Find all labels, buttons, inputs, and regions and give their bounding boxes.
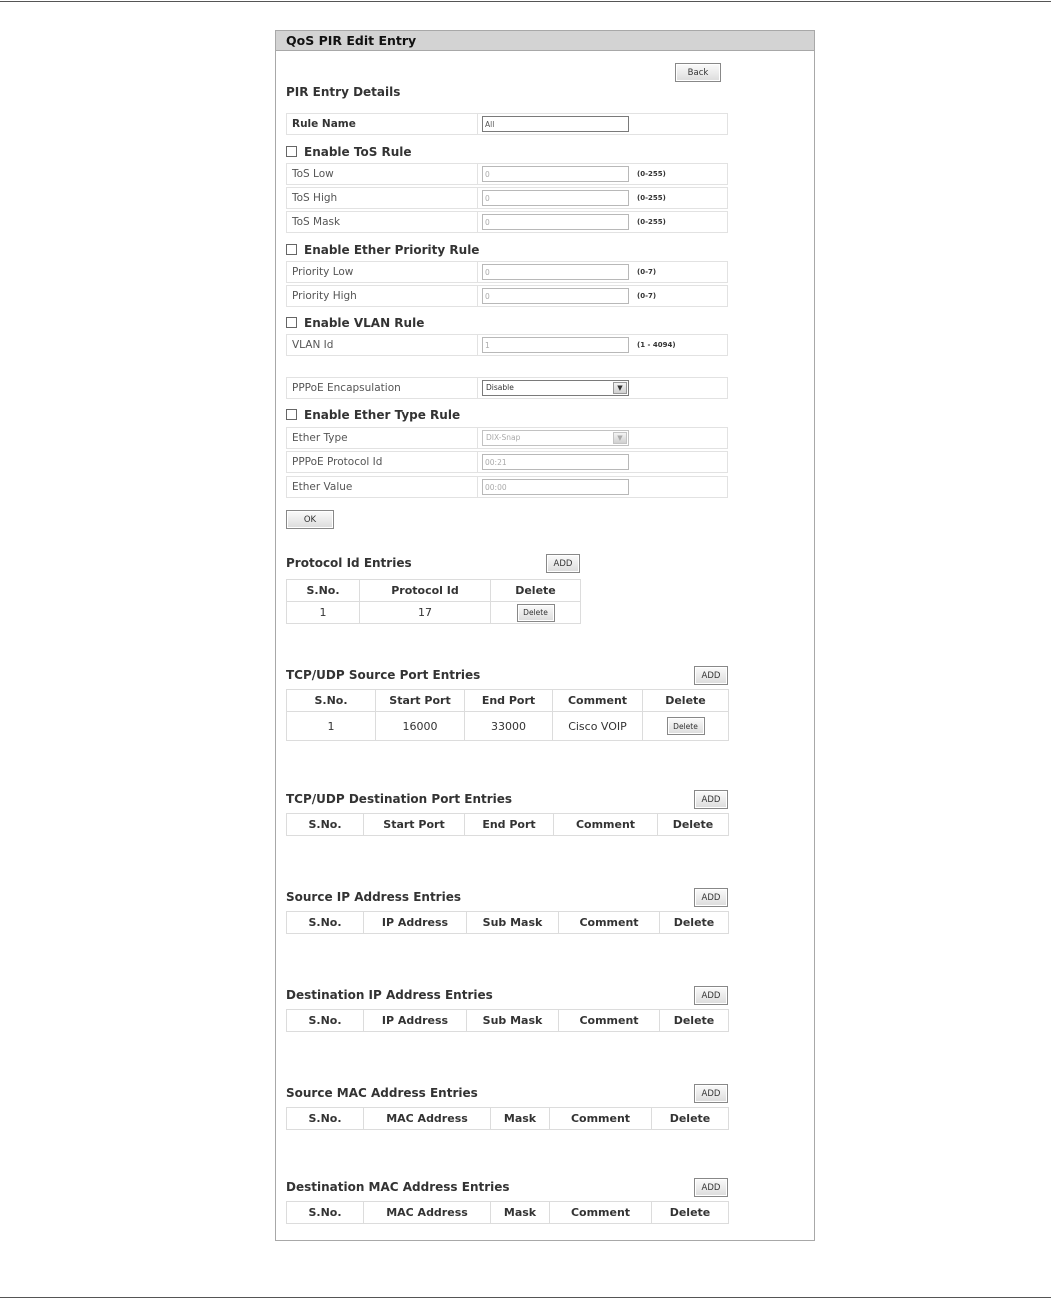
column-header: Sub Mask [467,912,559,934]
priority-low-row [286,261,728,283]
column-header: IP Address [364,912,467,934]
src-port-entries-heading: TCP/UDP Source Port Entries [286,668,481,682]
table-cell: Cisco VOIP [553,712,643,741]
column-header: Delete [658,814,729,836]
table-row [287,602,581,624]
column-header: Comment [554,814,658,836]
tos-mask-row [286,211,728,233]
table-cell: 1 [287,712,376,741]
vlan-id-range: (1 - 4094) [637,341,676,349]
priority-low-input[interactable] [482,264,629,280]
priority-high-label: Priority High [292,290,357,302]
add-protocol-id-button[interactable]: ADD [546,554,580,573]
ether-value-input[interactable] [482,479,629,495]
dst-port-entries-heading: TCP/UDP Destination Port Entries [286,792,513,806]
enable-ether-type-label: Enable Ether Type Rule [304,408,461,422]
src-ip-entries-heading: Source IP Address Entries [286,890,461,904]
tos-mask-label: ToS Mask [292,216,341,228]
column-header: Mask [491,1202,550,1224]
ether-type-row [286,427,728,449]
checkbox-icon[interactable] [286,146,297,157]
bottom-rule [0,1297,1051,1298]
add-src-ip-button[interactable]: ADD [694,888,728,907]
column-header: End Port [465,814,554,836]
table-cell [643,712,729,741]
column-header: Start Port [376,690,465,712]
column-header: S.No. [287,1108,364,1130]
enable-tos-rule-checkbox[interactable] [286,145,412,159]
src-mac-entries-heading: Source MAC Address Entries [286,1086,478,1100]
dst-mac-entries-heading: Destination MAC Address Entries [286,1180,510,1194]
pppoe-protocol-id-label: PPPoE Protocol Id [292,456,383,468]
table-header-row [287,690,729,712]
tos-low-range: (0-255) [637,170,666,178]
chevron-down-icon[interactable]: ▼ [613,432,627,444]
pppoe-encapsulation-label: PPPoE Encapsulation [292,382,401,394]
dst-mac-table [286,1201,729,1224]
enable-ether-type-checkbox[interactable] [286,408,460,422]
tos-high-range: (0-255) [637,194,666,202]
checkbox-icon[interactable] [286,409,297,420]
column-header: S.No. [287,814,364,836]
table-header-row [287,912,729,934]
priority-high-input[interactable] [482,288,629,304]
enable-vlan-rule-checkbox[interactable] [286,316,424,330]
vlan-id-input[interactable] [482,337,629,353]
top-rule [0,1,1051,2]
add-dst-port-button[interactable]: ADD [694,790,728,809]
tos-high-row [286,187,728,209]
column-header: Protocol Id [360,580,491,602]
tos-high-label: ToS High [292,192,338,204]
column-header: S.No. [287,1010,364,1032]
delete-src-port-button[interactable]: Delete [667,717,705,735]
tos-high-input[interactable] [482,190,629,206]
column-header: S.No. [287,690,376,712]
delete-protocol-id-button[interactable]: Delete [517,604,555,622]
table-header-row [287,814,729,836]
priority-high-range: (0-7) [637,292,657,300]
column-header: Mask [491,1108,550,1130]
dst-ip-entries-heading: Destination IP Address Entries [286,988,493,1002]
window-title: QoS PIR Edit Entry [276,31,814,51]
add-src-mac-button[interactable]: ADD [694,1084,728,1103]
enable-tos-rule-label: Enable ToS Rule [304,145,412,159]
checkbox-icon[interactable] [286,317,297,328]
column-header: Comment [550,1108,652,1130]
column-header: Delete [652,1108,729,1130]
column-header: IP Address [364,1010,467,1032]
column-header: End Port [465,690,553,712]
column-header: Delete [643,690,729,712]
vlan-id-label: VLAN Id [292,339,334,351]
ok-button[interactable]: OK [286,510,334,529]
pppoe-encapsulation-select[interactable] [482,380,629,396]
table-header-row [287,1108,729,1130]
protocol-id-entries-heading: Protocol Id Entries [286,556,412,570]
enable-ether-priority-label: Enable Ether Priority Rule [304,243,480,257]
pppoe-encapsulation-value: Disable [486,383,514,392]
src-port-table [286,689,729,741]
vlan-id-row [286,334,728,356]
add-dst-ip-button[interactable]: ADD [694,986,728,1005]
pppoe-encapsulation-row [286,377,728,399]
column-header: Comment [553,690,643,712]
table-header-row [287,1202,729,1224]
tos-mask-range: (0-255) [637,218,666,226]
back-button[interactable]: Back [675,63,721,82]
table-row [287,712,729,741]
column-header: Sub Mask [467,1010,559,1032]
ether-type-select[interactable] [482,430,629,446]
table-header-row [287,1010,729,1032]
table-cell: 16000 [376,712,465,741]
tos-low-row [286,163,728,185]
ether-type-label: Ether Type [292,432,348,444]
column-header: Comment [550,1202,652,1224]
table-cell: 1 [287,602,360,624]
column-header: Delete [660,912,729,934]
column-header: S.No. [287,912,364,934]
enable-ether-priority-checkbox[interactable] [286,243,479,257]
column-header: Delete [660,1010,729,1032]
column-header: MAC Address [364,1108,491,1130]
tos-mask-input[interactable] [482,214,629,230]
table-cell [491,602,581,624]
column-header: S.No. [287,580,360,602]
tos-low-input[interactable] [482,166,629,182]
ether-type-value: DIX-Snap [486,433,521,442]
ether-value-label: Ether Value [292,481,353,493]
protocol-id-table [286,579,581,624]
column-header: Comment [559,1010,660,1032]
chevron-down-icon[interactable]: ▼ [613,382,627,394]
column-header: Start Port [364,814,465,836]
pir-entry-details-heading: PIR Entry Details [286,85,401,99]
priority-low-label: Priority Low [292,266,354,278]
pppoe-protocol-id-input[interactable] [482,454,629,470]
add-src-port-button[interactable]: ADD [694,666,728,685]
priority-high-row [286,285,728,307]
tos-low-label: ToS Low [292,168,334,180]
table-cell: 33000 [465,712,553,741]
rule-name-label: Rule Name [292,118,356,130]
rule-name-row [286,113,728,135]
src-mac-table [286,1107,729,1130]
rule-name-input[interactable] [482,116,629,132]
dst-port-table [286,813,729,836]
column-header: Delete [491,580,581,602]
dst-ip-table [286,1009,729,1032]
src-ip-table [286,911,729,934]
enable-vlan-rule-label: Enable VLAN Rule [304,316,425,330]
table-cell: 17 [360,602,491,624]
column-header: MAC Address [364,1202,491,1224]
qos-pir-edit-panel [275,30,815,1241]
column-header: S.No. [287,1202,364,1224]
column-header: Comment [559,912,660,934]
column-header: Delete [652,1202,729,1224]
add-dst-mac-button[interactable]: ADD [694,1178,728,1197]
pppoe-protocol-id-row [286,451,728,473]
priority-low-range: (0-7) [637,268,657,276]
checkbox-icon[interactable] [286,244,297,255]
ether-value-row [286,476,728,498]
table-header-row [287,580,581,602]
